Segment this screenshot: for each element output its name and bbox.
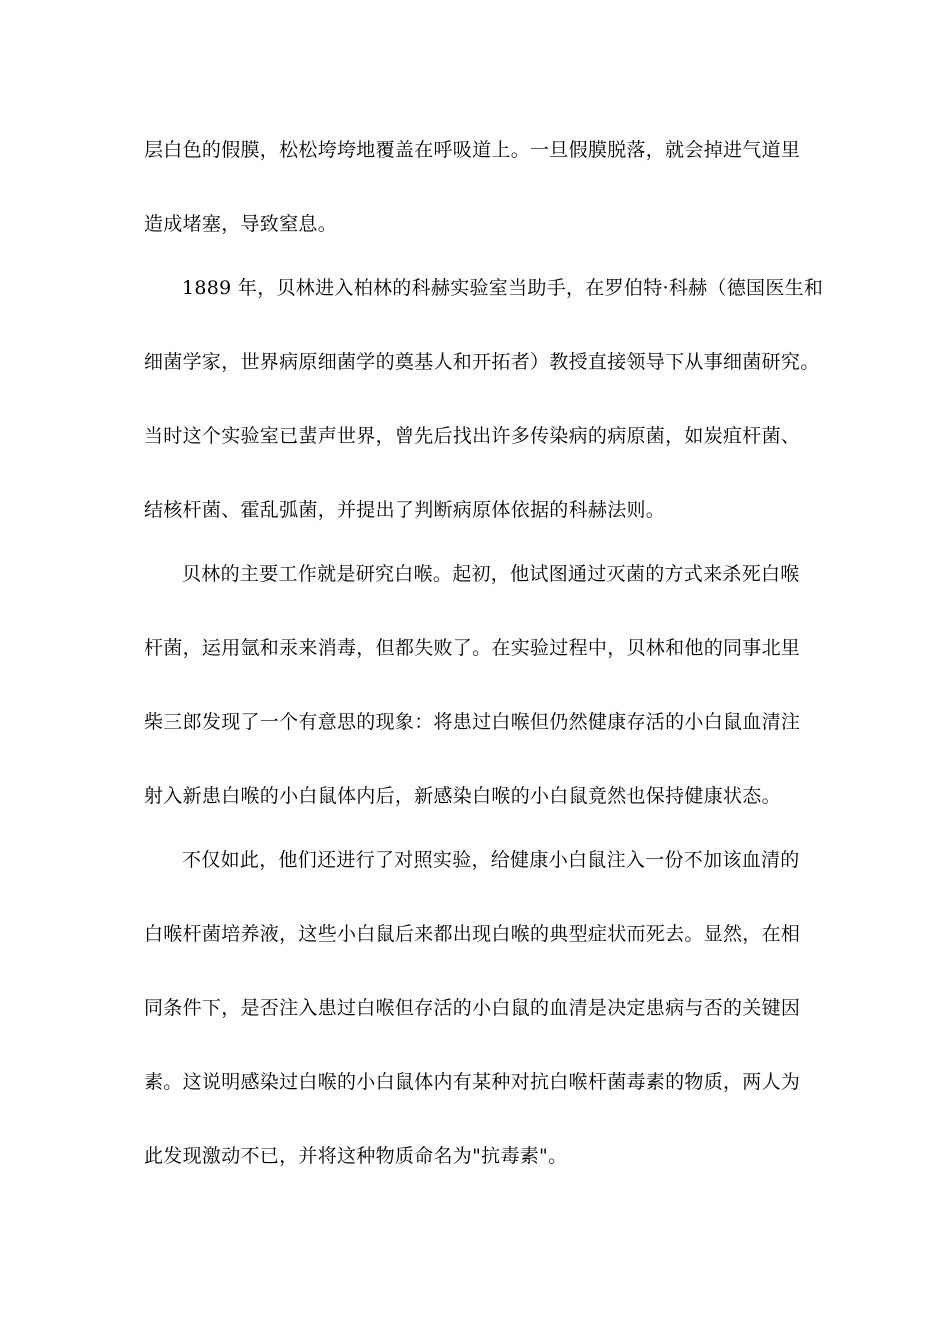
paragraph-line: 当时这个实验室已蜚声世界，曾先后找出许多传染病的病原菌，如炭疽杆菌、 <box>144 425 801 447</box>
paragraph-line: 贝林的主要工作就是研究白喉。起初，他试图通过灭菌的方式来杀死白喉 <box>182 563 800 585</box>
paragraph-line: 白喉杆菌培养液，这些小白鼠后来都出现白喉的典型症状而死去。显然，在相 <box>144 923 801 945</box>
paragraph-line: 不仅如此，他们还进行了对照实验，给健康小白鼠注入一份不加该血清的 <box>182 849 800 871</box>
paragraph-line: 1889 年，贝林进入柏林的科赫实验室当助手，在罗伯特·科赫（德国医生和 <box>182 277 824 299</box>
paragraph-line: 素。这说明感染过白喉的小白鼠体内有某种对抗白喉杆菌毒素的物质，两人为 <box>144 1071 801 1093</box>
paragraph-line: 射入新患白喉的小白鼠体内后，新感染白喉的小白鼠竟然也保持健康状态。 <box>144 785 781 807</box>
paragraph-line: 造成堵塞，导致窒息。 <box>144 213 338 235</box>
paragraph-line: 层白色的假膜，松松垮垮地覆盖在呼吸道上。一旦假膜脱落，就会掉进气道里 <box>144 139 801 161</box>
paragraph-line: 此发现激动不已，并将这种物质命名为"抗毒素"。 <box>144 1145 568 1167</box>
paragraph-line: 柴三郎发现了一个有意思的现象：将患过白喉但仍然健康存活的小白鼠血清注 <box>144 711 801 733</box>
paragraph-line: 杆菌，运用氩和汞来消毒，但都失败了。在实验过程中，贝林和他的同事北里 <box>144 637 801 659</box>
paragraph-line: 同条件下，是否注入患过白喉但存活的小白鼠的血清是决定患病与否的关键因 <box>144 997 801 1019</box>
paragraph-line: 细菌学家，世界病原细菌学的奠基人和开拓者）教授直接领导下从事细菌研究。 <box>144 351 820 373</box>
paragraph-line: 结核杆菌、霍乱弧菌，并提出了判断病原体依据的科赫法则。 <box>144 499 666 521</box>
